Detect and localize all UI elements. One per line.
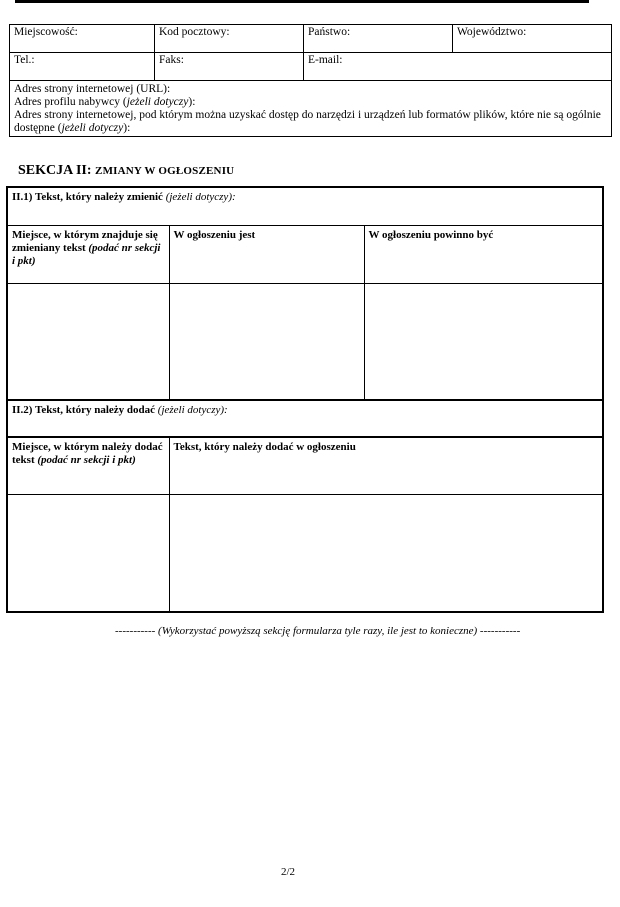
postal-field[interactable] xyxy=(155,25,304,53)
col-should: W ogłoszeniu powinno być xyxy=(364,225,603,283)
city-field[interactable] xyxy=(10,25,155,53)
city-label: Miejscowość: xyxy=(14,26,78,38)
top-rule xyxy=(15,0,589,3)
changes-table xyxy=(6,186,604,613)
tel-label: Tel.: xyxy=(14,54,35,66)
input-is[interactable] xyxy=(169,283,364,400)
input-place-b[interactable] xyxy=(7,494,169,612)
col-add: Tekst, który należy dodać w ogłoszeniu xyxy=(169,437,603,494)
col-is: W ogłoszeniu jest xyxy=(169,225,364,283)
ii2-header: II.2) Tekst, który należy dodać (jeżeli dotyczy): xyxy=(7,400,603,437)
url-label: Adres strony internetowej (URL): xyxy=(14,83,171,95)
email-field[interactable] xyxy=(304,53,612,81)
col-place-b: Miejsce, w którym należy dodać tekst (podać nr sekcji i pkt) xyxy=(7,437,169,494)
input-add[interactable] xyxy=(169,494,603,612)
email-label: E-mail: xyxy=(308,54,343,66)
region-field[interactable] xyxy=(453,25,612,53)
input-place-a[interactable] xyxy=(7,283,169,400)
country-field[interactable] xyxy=(304,25,453,53)
fax-label: Faks: xyxy=(159,54,184,66)
footer-note: ----------- (Wykorzystać powyższą sekcję formularza tyle razy, ile jest to konieczne) ----------- xyxy=(115,625,521,637)
postal-label: Kod pocztowy: xyxy=(159,26,230,38)
region-label: Województwo: xyxy=(457,26,527,38)
input-should[interactable] xyxy=(364,283,603,400)
col-place-a: Miejsce, w którym znajduje się zmieniany tekst (podać nr sekcji i pkt) xyxy=(7,225,169,283)
page-number: 2/2 xyxy=(281,866,296,878)
tel-field[interactable] xyxy=(10,53,155,81)
fax-field[interactable] xyxy=(155,53,304,81)
address-fields[interactable] xyxy=(10,81,612,137)
ii1-header: II.1) Tekst, który należy zmienić (jeżeli dotyczy): xyxy=(7,187,603,225)
contact-table xyxy=(9,24,612,137)
country-label: Państwo: xyxy=(308,26,351,38)
tools-label: Adres strony internetowej, pod którym można uzyskać dostęp do narzędzi i urządzeń lub formatów plików, które nie są ogólnie dostępne (jeżeli dotyczy): xyxy=(14,109,601,134)
section-title: SEKCJA II: ZMIANY W OGŁOSZENIU xyxy=(18,163,235,178)
buyer-profile-label: Adres profilu nabywcy (jeżeli dotyczy): xyxy=(14,96,196,108)
